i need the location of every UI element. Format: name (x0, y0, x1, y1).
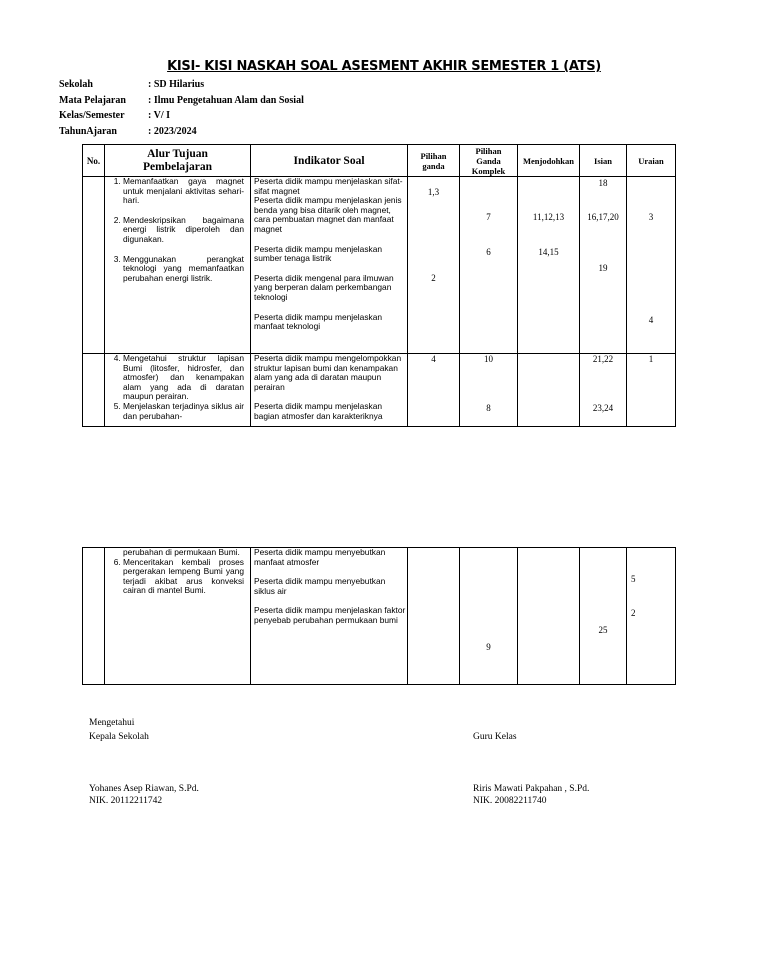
meta-label: Sekolah (59, 79, 93, 90)
value-text: 8 (486, 403, 491, 413)
kisi-table (82, 144, 676, 427)
guru-kelas-nik: NIK. 20082211740 (473, 796, 547, 806)
cell-no (83, 548, 105, 685)
meta-info (59, 79, 304, 141)
cell-no (83, 354, 105, 427)
header-alur-tujuan (105, 145, 251, 177)
cell-indikator (251, 548, 408, 685)
table-header-row (83, 145, 676, 177)
header-text: ganda (422, 160, 445, 171)
header-text: Pilihan (475, 145, 502, 156)
cell-uraian (627, 177, 676, 354)
header-menjodohkan: Menjodohkan (518, 145, 580, 177)
indikator-text: Peserta didik mampu menyebutkan siklus air (254, 576, 386, 596)
meta-value: : SD Hilarius (148, 79, 205, 90)
header-indikator: Indikator Soal (251, 145, 408, 177)
table-row (83, 354, 676, 427)
cell-uraian (627, 354, 676, 427)
table-row (83, 177, 676, 354)
value-text: 1 (648, 354, 654, 364)
header-text: Ganda (476, 155, 501, 166)
kepala-sekolah-label: Kepala Sekolah (89, 732, 149, 742)
header-isian: Isian (580, 145, 627, 177)
indikator-text: Peserta didik mampu menjelaskan sifat-sifat magnet (254, 176, 403, 196)
cell-indikator (251, 354, 408, 427)
meta-label: TahunAjaran (59, 125, 117, 137)
table-row (83, 548, 676, 685)
value-text: 18 (598, 178, 608, 188)
cell-pg (408, 177, 460, 354)
header-pilihan-ganda-komplek (460, 145, 518, 177)
value-text: 4 (431, 354, 436, 364)
cell-menjodohkan (518, 354, 580, 427)
cell-isian (580, 548, 627, 685)
guru-kelas-label: Guru Kelas (473, 732, 517, 742)
value-text: 5 (631, 574, 636, 584)
cell-indikator (251, 177, 408, 354)
value-text: 2 (431, 273, 436, 283)
indikator-text: Peserta didik mampu menjelaskan sumber tenaga listrik (254, 243, 383, 264)
tujuan-item: 1. Memanfaatkan gaya magnet untuk menjalani aktivitas sehari-hari. (123, 177, 244, 206)
cell-uraian (627, 548, 676, 685)
meta-label: Kelas/Semester (59, 110, 125, 121)
indikator-text: Peserta didik mampu mengelompokkan struktur lapisan bumi dan kenampakan alam yang ada di daratan maupun perairan (254, 353, 402, 392)
mengetahui-label: Mengetahui (89, 718, 135, 728)
kepala-sekolah-nik: NIK. 20112211742 (89, 796, 163, 806)
cell-pg (408, 548, 460, 685)
header-uraian: Uraian (627, 145, 676, 177)
cell-isian (580, 177, 627, 354)
value-text: 4 (648, 315, 654, 325)
value-text: 19 (598, 263, 608, 273)
value-text: 16,17,20 (587, 212, 619, 222)
value-text: 25 (598, 625, 608, 635)
header-no: No. (83, 145, 105, 177)
meta-value: : Ilmu Pengetahuan Alam dan Sosial (148, 94, 304, 106)
tujuan-item: 2. Mendeskripsikan bagaimana energi listrik diperoleh dan digunakan. (123, 216, 244, 245)
meta-value: : 2023/2024 (148, 125, 197, 137)
header-text: Alur Tujuan (147, 147, 208, 160)
document-title: KISI- KISI NASKAH SOAL ASESMENT AKHIR SEMESTER 1 (ATS) (167, 59, 601, 74)
indikator-text: Peserta didik mampu menjelaskan bagian atmosfer dan karakteriknya (254, 401, 383, 421)
header-text: Pembelajaran (143, 160, 212, 173)
indikator-text: Peserta didik mampu menjelaskan manfaat teknologi (254, 311, 383, 332)
meta-value: : V/ I (148, 110, 171, 121)
tujuan-item: 4. Mengetahui struktur lapisan Bumi (litosfer, hidrosfer, dan atmosfer) dan kenampakan alam yang ada di daratan maupun perairan. (123, 354, 244, 402)
cell-menjodohkan (518, 177, 580, 354)
guru-kelas-name: Riris Mawati Pakpahan , S.Pd. (473, 784, 590, 794)
kisi-table-continued (82, 547, 676, 685)
value-text: 10 (484, 354, 493, 364)
indikator-text: Peserta didik mampu menjelaskan jenis benda yang bisa ditarik oleh magnet, cara pembuatan magnet dan manfaat magnet (254, 195, 402, 234)
kepala-sekolah-name: Yohanes Asep Riawan, S.Pd. (89, 784, 199, 794)
cell-no (83, 177, 105, 354)
cell-pgk (460, 354, 518, 427)
header-text: Komplek (471, 165, 506, 176)
cell-tujuan (105, 354, 251, 427)
cell-pgk (460, 548, 518, 685)
value-text: 11,12,13 (532, 212, 565, 222)
cell-menjodohkan (518, 548, 580, 685)
tujuan-item: 3. Menggunakan perangkat teknologi yang memanfaatkan perubahan energi listrik. (123, 255, 244, 284)
tujuan-item: 6. Menceritakan kembali proses pergerakan lempeng Bumi yang terjadi akibat arus konveksi cairan di mantel Bumi. (123, 558, 244, 596)
header-text: Pilihan (420, 150, 447, 161)
value-text: 6 (486, 247, 491, 257)
cell-pgk (460, 177, 518, 354)
value-text: 7 (486, 212, 491, 222)
value-text: 14,15 (538, 247, 559, 257)
header-pilihan-ganda (408, 145, 460, 177)
value-text: 23,24 (592, 403, 614, 413)
indikator-text: Peserta didik mampu menyebutkan manfaat atmosfer (254, 547, 386, 567)
value-text: 9 (486, 642, 491, 652)
cell-isian (580, 354, 627, 427)
value-text: 3 (648, 212, 654, 222)
cell-pg (408, 354, 460, 427)
tujuan-item: 5. Menjelaskan terjadinya siklus air dan perubahan- (123, 402, 244, 421)
cell-tujuan (105, 548, 251, 685)
value-text: 1,3 (427, 187, 440, 197)
cell-tujuan (105, 177, 251, 354)
value-text: 2 (631, 608, 636, 618)
meta-label: Mata Pelajaran (59, 94, 126, 106)
tujuan-item: perubahan di permukaan Bumi. (123, 547, 240, 557)
indikator-text: Peserta didik mampu menjelaskan faktor penyebab perubahan permukaan bumi (254, 605, 406, 625)
indikator-text: Peserta didik mengenal para ilmuwan yang berperan dalam perkembangan teknologi (254, 272, 394, 302)
value-text: 21,22 (592, 354, 614, 364)
